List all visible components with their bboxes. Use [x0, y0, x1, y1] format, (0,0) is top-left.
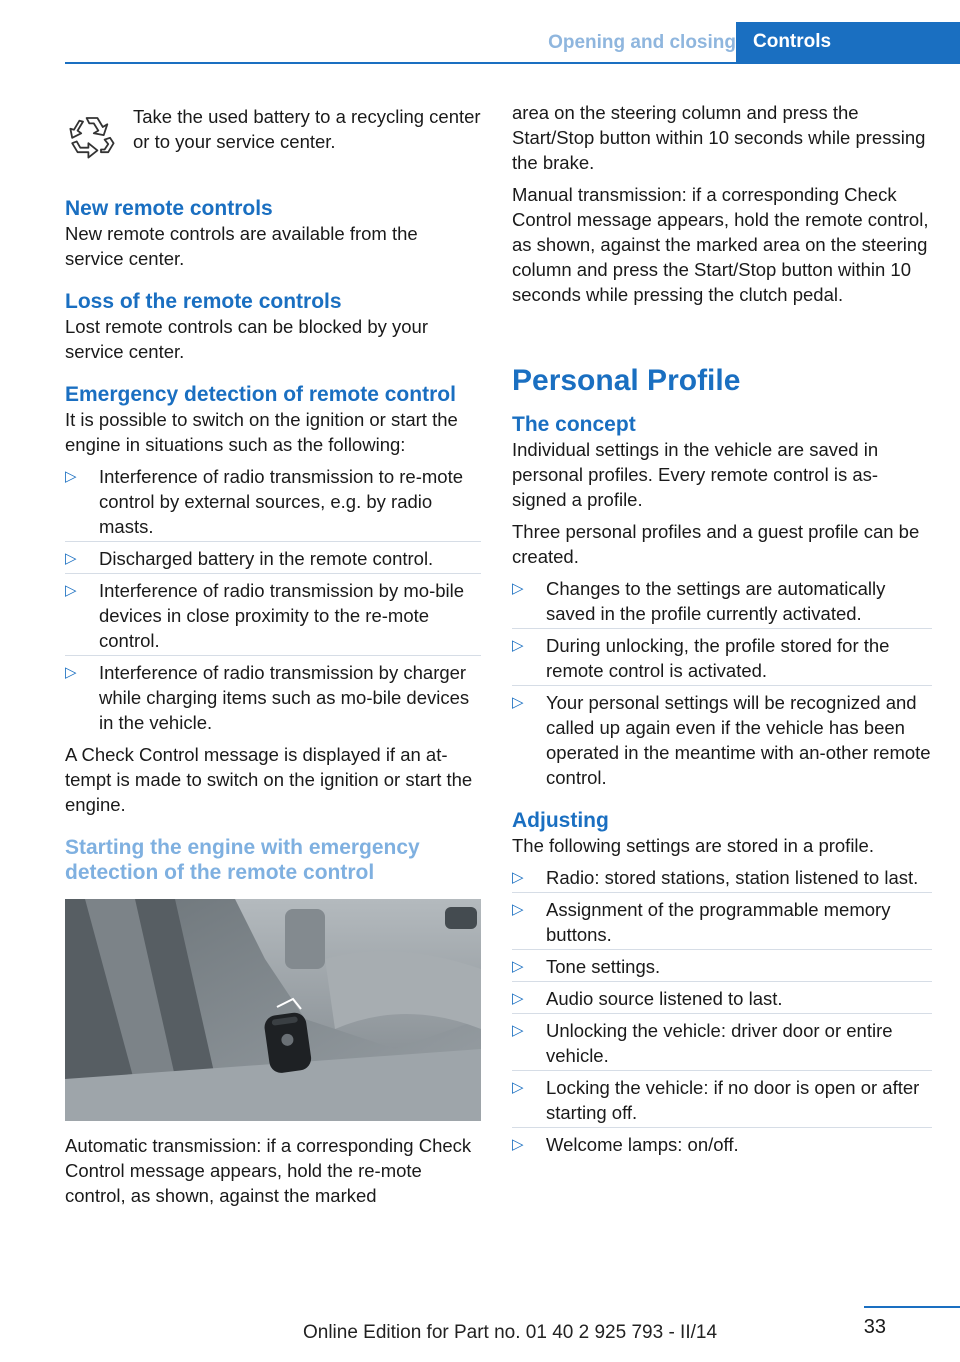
- footer-rule: [864, 1306, 960, 1308]
- header-section-title: Opening and closing: [548, 32, 736, 53]
- concept-heading: The concept: [512, 413, 636, 436]
- adjusting-intro: The following settings are stored in a profile.: [512, 835, 874, 856]
- left-column: [65, 100, 481, 1215]
- recycle-text: Take the used battery to a recycling center or to your service center.: [133, 106, 481, 152]
- section-loss: [65, 289, 481, 364]
- list-item: ▷ Interference of radio transmission by mo-bile devices in close proximity to the re-mote control.: [65, 578, 481, 653]
- section-emergency: [65, 382, 481, 817]
- list-item: ▷ Discharged battery in the remote control.: [65, 546, 481, 571]
- concept-p1: Individual settings in the vehicle are saved in personal profiles. Every remote control is as-signed a profile.: [512, 439, 879, 510]
- list-item: ▷ Welcome lamps: on/off.: [512, 1132, 932, 1157]
- list-item: ▷ Unlocking the vehicle: driver door or entire vehicle.: [512, 1018, 932, 1068]
- steering-column-illustration: [65, 899, 481, 1121]
- starting-heading: Starting the engine with emergency detection of the remote control: [65, 836, 420, 884]
- recycle-icon: [65, 108, 119, 164]
- emergency-list: [65, 464, 481, 735]
- list-item: ▷ During unlocking, the profile stored for the remote control is activated.: [512, 633, 932, 683]
- section-starting: [65, 835, 481, 1208]
- steering-column-photo: [65, 899, 481, 1121]
- emergency-outro: A Check Control message is displayed if an at-tempt is made to switch on the ignition or start the engine.: [65, 744, 473, 815]
- list-item: ▷ Locking the vehicle: if no door is open or after starting off.: [512, 1075, 932, 1125]
- list-item: ▷ Changes to the settings are automatically saved in the profile currently activated.: [512, 576, 932, 626]
- section-adjusting: [512, 808, 932, 1157]
- adjusting-list: [512, 865, 932, 1157]
- starting-auto-text: Automatic transmission: if a corresponding Check Control message appears, hold the re-mote control, as shown, against the marked: [65, 1135, 472, 1206]
- list-item: ▷ Interference of radio transmission by charger while charging items such as mo-bile devices in the vehicle.: [65, 660, 481, 735]
- personal-profile-heading: Personal Profile: [512, 364, 741, 397]
- section-new-remote: [65, 196, 481, 271]
- list-item: ▷ Audio source listened to last.: [512, 986, 932, 1011]
- right-column: [512, 100, 932, 1164]
- loss-text: Lost remote controls can be blocked by your service center.: [65, 316, 428, 362]
- list-item: ▷ Your personal settings will be recognized and called up again even if the vehicle has been operated in the meantime with an-other remote control.: [512, 690, 932, 790]
- list-item: ▷ Radio: stored stations, station listened to last.: [512, 865, 932, 890]
- manual-text: Manual transmission: if a corresponding Check Control message appears, hold the remote control, as shown, against the marked area on the steering column and press the Start/Stop button within 10 seconds while pressing the clutch pedal.: [512, 184, 929, 305]
- header-chapter-tab: Controls: [736, 22, 960, 64]
- concept-p2: Three personal profiles and a guest profile can be created.: [512, 521, 920, 567]
- new-remote-text: New remote controls are available from the service center.: [65, 223, 418, 269]
- footer-edition: Online Edition for Part no. 01 40 2 925 793 - II/14: [302, 1322, 718, 1343]
- list-item: ▷ Interference of radio transmission to re-mote control by external sources, e.g. by radio masts.: [65, 464, 481, 539]
- recycle-note: [65, 100, 481, 164]
- concept-list: [512, 576, 932, 790]
- section-concept: [512, 412, 932, 790]
- emergency-intro: It is possible to switch on the ignition or start the engine in situations such as the following:: [65, 409, 458, 455]
- adjusting-heading: Adjusting: [512, 809, 609, 832]
- list-item: ▷ Tone settings.: [512, 954, 932, 979]
- auto-continued-text: area on the steering column and press the Start/Stop button within 10 seconds while pressing the brake.: [512, 102, 926, 173]
- emergency-heading: Emergency detection of remote control: [65, 383, 456, 406]
- header-rule: [65, 62, 960, 64]
- list-item: ▷ Assignment of the programmable memory buttons.: [512, 897, 932, 947]
- new-remote-heading: New remote controls: [65, 197, 273, 220]
- page-number: 33: [863, 1316, 886, 1338]
- loss-heading: Loss of the remote controls: [65, 290, 342, 313]
